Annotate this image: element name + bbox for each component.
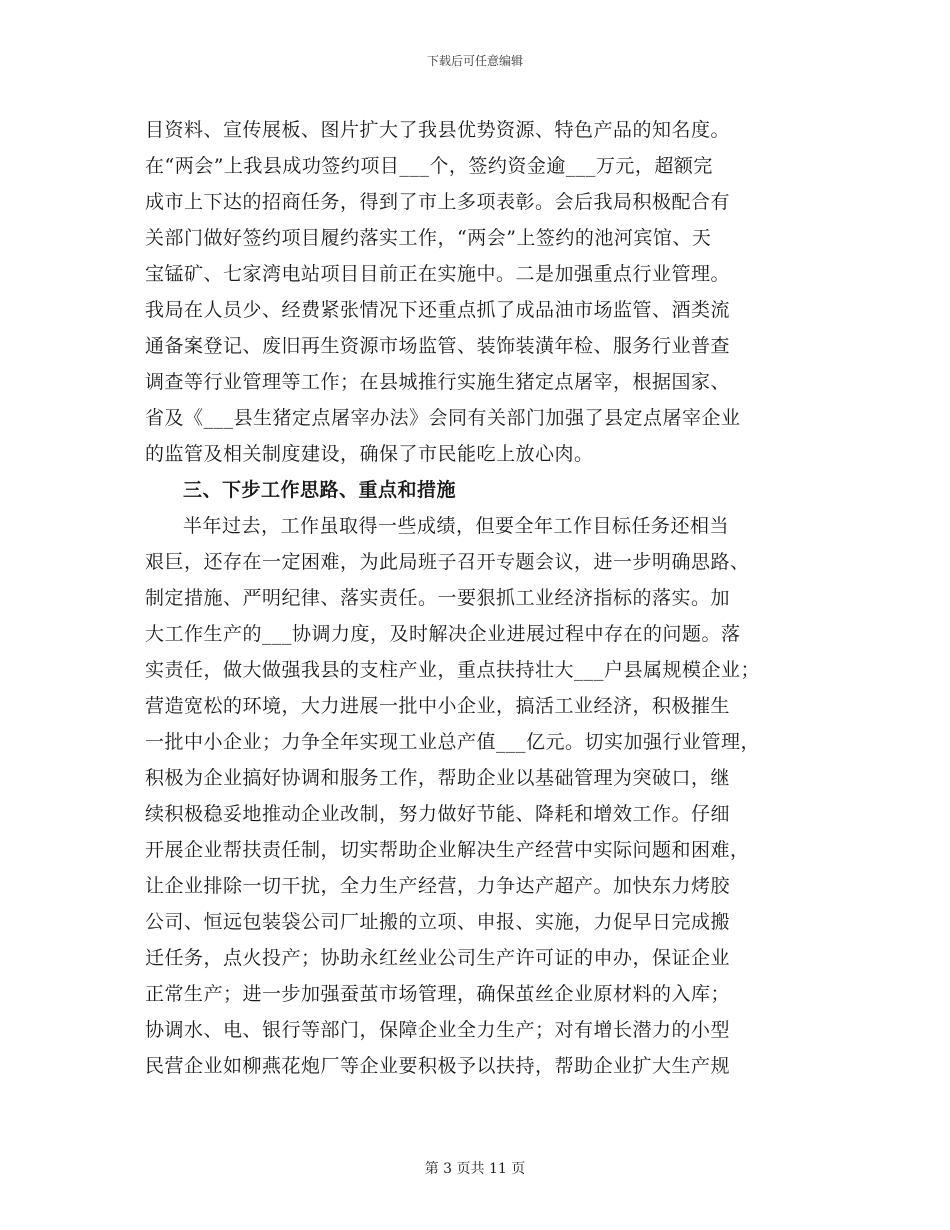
text-line: 开展企业帮扶责任制，切实帮助企业解决生产经营中实际问题和困难， — [145, 839, 750, 861]
text-line: 的监管及相关制度建设，确保了市民能吃上放心肉。 — [145, 443, 594, 465]
page-header: 下载后可任意编辑 — [426, 54, 523, 68]
text-line: 实责任，做大做强我县的支柱产业，重点扶持壮大___户县属规模企业； — [145, 659, 761, 681]
text-line: 我局在人员少、经费紧张情况下还重点抓了成品油市场监管、酒类流 — [145, 299, 731, 321]
text-line: 协调水、电、银行等部门，保障企业全力生产；对有增长潜力的小型 — [145, 1019, 731, 1041]
text-line: 半年过去，工作虽取得一些成绩，但要全年工作目标任务还相当 — [183, 515, 730, 537]
text-line: 一批中小企业；力争全年实现工业总产值___亿元。切实加强行业管理， — [145, 731, 761, 753]
text-line: 民营企业如柳燕花炮厂等企业要积极予以扶持，帮助企业扩大生产规 — [145, 1055, 731, 1077]
text-line: 调查等行业管理等工作；在县城推行实施生猪定点屠宰，根据国家、 — [145, 371, 731, 393]
text-line: 目资料、宣传展板、图片扩大了我县优势资源、特色产品的知名度。 — [145, 119, 731, 141]
text-line: 续积极稳妥地推动企业改制，努力做好节能、降耗和增效工作。仔细 — [145, 803, 731, 825]
text-line: 制定措施、严明纪律、落实责任。一要狠抓工业经济指标的落实。加 — [145, 587, 731, 609]
text-line: 公司、恒远包装袋公司厂址搬的立项、申报、实施，力促早日完成搬 — [145, 911, 731, 933]
text-line: 让企业排除一切干扰，全力生产经营，力争达产超产。加快东力烤胶 — [145, 875, 731, 897]
text-line: 艰巨，还存在一定困难，为此局班子召开专题会议，进一步明确思路、 — [145, 551, 750, 573]
text-line: 营造宽松的环境，大力进展一批中小企业，搞活工业经济，积极摧生 — [145, 695, 731, 717]
document-body — [145, 112, 805, 1084]
text-line: 关部门做好签约项目履约落实工作，“两会”上签约的池河宾馆、天 — [145, 227, 712, 249]
text-line: 成市上下达的招商任务，得到了市上多项表彰。会后我局积极配合有 — [145, 191, 731, 213]
text-line: 迁任务，点火投产；协助永红丝业公司生产许可证的申办，保证企业 — [145, 947, 731, 969]
text-line: 在“两会”上我县成功签约项目___个，签约资金逾___万元，超额完 — [145, 155, 713, 177]
text-line: 正常生产；进一步加强蚕茧市场管理，确保茧丝企业原材料的入库； — [145, 983, 731, 1005]
text-line: 大工作生产的___协调力度，及时解决企业进展过程中存在的问题。落 — [145, 623, 741, 645]
section-heading: 三、下步工作思路、重点和措施 — [183, 479, 457, 501]
text-line: 省及《___县生猪定点屠宰办法》会同有关部门加强了县定点屠宰企业 — [145, 407, 741, 429]
text-line: 积极为企业搞好协调和服务工作，帮助企业以基础管理为突破口，继 — [145, 767, 731, 789]
text-line: 通备案登记、废旧再生资源市场监管、装饰装潢年检、服务行业普查 — [145, 335, 731, 357]
text-line: 宝锰矿、七家湾电站项目目前正在实施中。二是加强重点行业管理。 — [145, 263, 731, 285]
page-number: 第 3 页共 11 页 — [424, 1161, 526, 1177]
